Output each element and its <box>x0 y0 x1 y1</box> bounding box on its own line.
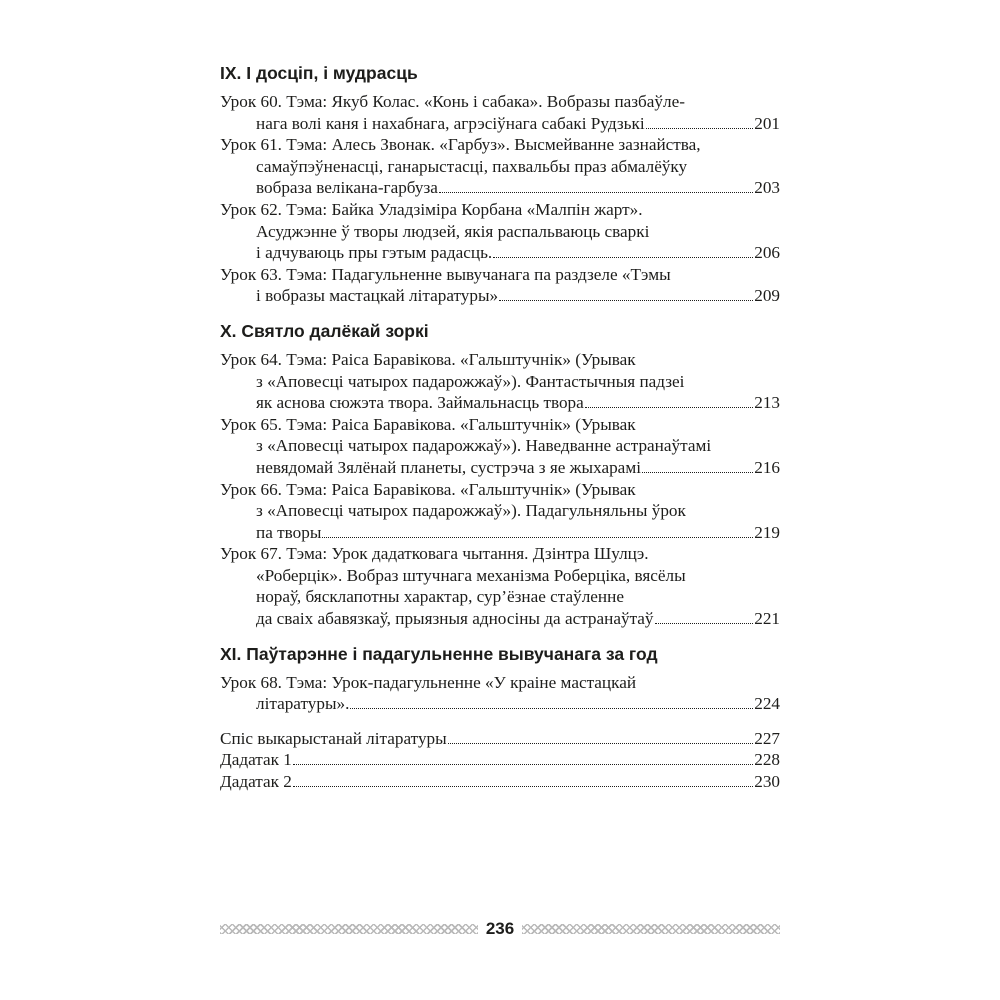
entry-line <box>220 749 780 771</box>
entry-line <box>220 199 780 221</box>
toc-entry <box>220 543 780 629</box>
entry-line <box>220 349 780 371</box>
entry-text: невядомай Зялёнай планеты, сустрэча з яе жыхарамі <box>256 457 641 477</box>
entry-text: літаратуры». <box>256 694 350 714</box>
entry-text: Урок 62. Тэма: Байка Уладзіміра Корбана «Малпін жарт». <box>220 199 643 219</box>
back-matter-entry <box>220 749 780 771</box>
entry-page-number: 221 <box>754 609 780 629</box>
entry-line <box>220 156 780 178</box>
ornament-band-right <box>522 924 780 934</box>
entry-text: да сваіх абавязкаў, прыязныя адносіны да астранаўтаў <box>256 609 654 629</box>
entry-line <box>220 91 780 113</box>
toc-entry <box>220 479 780 544</box>
entry-list <box>220 91 780 307</box>
entry-page-number: 224 <box>754 694 780 714</box>
toc-entry <box>220 414 780 479</box>
entry-line <box>220 522 780 544</box>
entry-line <box>220 285 780 307</box>
entry-line <box>220 565 780 587</box>
entry-text: «Роберцік». Вобраз штучнага механізма Роберціка, вясёлы <box>256 565 686 585</box>
entry-text: Дадатак 2 <box>220 772 292 792</box>
entry-text: Урок 65. Тэма: Раіса Баравікова. «Гальштучнік» (Урывак <box>220 414 636 434</box>
back-matter-entry <box>220 728 780 750</box>
toc-entry <box>220 349 780 414</box>
section-title: X. Святло далёкай зоркі <box>220 320 429 341</box>
entry-text: самаўпэўненасці, ганарыстасці, пахвальбы праз абмалёўку <box>256 156 688 176</box>
entry-text: і вобразы мастацкай літаратуры» <box>256 286 499 306</box>
entry-line <box>220 134 780 156</box>
entry-line <box>220 693 780 715</box>
dot-leader <box>493 257 753 258</box>
entry-text: Асуджэнне ў творы людзей, якія распальваюць сваркі <box>256 221 650 241</box>
dot-leader <box>642 472 753 473</box>
dot-leader <box>439 192 753 193</box>
entry-page-number: 216 <box>754 457 780 477</box>
toc-section <box>220 320 780 630</box>
ornament-band-left <box>220 924 478 934</box>
section-title: XI. Паўтарэнне і падагульненне вывучанага за год <box>220 643 658 664</box>
entry-line <box>220 113 780 135</box>
dot-leader <box>646 128 754 129</box>
entry-line <box>220 771 780 793</box>
entry-text: з «Аповесці чатырох падарожжаў»). Падагульняльны ўрок <box>256 501 686 521</box>
toc-section <box>220 643 780 715</box>
toc-sections <box>220 62 780 715</box>
entry-line <box>220 672 780 694</box>
dot-leader <box>499 300 753 301</box>
entry-text: вобраза велікана-гарбуза <box>256 178 438 198</box>
entry-text: Урок 61. Тэма: Алесь Звонак. «Гарбуз». Высмейванне зазнайства, <box>220 135 701 155</box>
dot-leader <box>585 407 753 408</box>
entry-text: як аснова сюжэта твора. Займальнасць твора <box>256 393 584 413</box>
entry-list <box>220 349 780 630</box>
entry-line <box>220 608 780 630</box>
entry-line <box>220 728 780 750</box>
entry-page-number: 230 <box>754 772 780 792</box>
entry-line <box>220 264 780 286</box>
entry-text: з «Аповесці чатырох падарожжаў»). Наведванне астранаўтамі <box>256 436 712 456</box>
dot-leader <box>293 764 753 765</box>
entry-line <box>220 392 780 414</box>
entry-text: Урок 63. Тэма: Падагульненне вывучанага па раздзеле «Тэмы <box>220 264 671 284</box>
entry-page-number: 219 <box>754 522 780 542</box>
entry-text: і адчуваюць пры гэтым радасць. <box>256 243 493 263</box>
entry-page-number: 201 <box>754 113 780 133</box>
entry-list <box>220 672 780 715</box>
entry-text: Урок 60. Тэма: Якуб Колас. «Конь і сабака». Вобразы пазбаўле- <box>220 92 685 111</box>
entry-page-number: 209 <box>754 286 780 306</box>
entry-text: Урок 64. Тэма: Раіса Баравікова. «Гальштучнік» (Урывак <box>220 349 636 369</box>
entry-page-number: 213 <box>754 393 780 413</box>
toc-entry <box>220 264 780 307</box>
entry-text: Урок 68. Тэма: Урок-падагульненне «У краіне мастацкай <box>220 672 637 692</box>
back-matter-entry <box>220 771 780 793</box>
entry-line <box>220 371 780 393</box>
entry-line <box>220 586 780 608</box>
entry-text: нага волі каня і нахабнага, агрэсіўнага сабакі Рудзькі <box>256 113 645 133</box>
entry-page-number: 206 <box>754 243 780 263</box>
entry-text: нораў, бясклапотны характар, сур’ёзнае стаўленне <box>256 587 624 607</box>
toc-entry <box>220 134 780 199</box>
section-title: IX. І досціп, і мудрасць <box>220 63 418 83</box>
page-number: 236 <box>485 919 515 938</box>
entry-line <box>220 435 780 457</box>
table-of-contents <box>220 62 780 793</box>
entry-line <box>220 479 780 501</box>
dot-leader <box>350 708 753 709</box>
entry-line <box>220 414 780 436</box>
entry-line <box>220 457 780 479</box>
dot-leader <box>448 743 754 744</box>
entry-text: Дадатак 1 <box>220 750 292 770</box>
toc-entry <box>220 199 780 264</box>
entry-page-number: 227 <box>754 728 780 748</box>
entry-line <box>220 221 780 243</box>
entry-line <box>220 500 780 522</box>
entry-page-number: 203 <box>754 178 780 198</box>
dot-leader <box>293 786 753 787</box>
dot-leader <box>655 623 754 624</box>
entry-line <box>220 242 780 264</box>
toc-section <box>220 62 780 307</box>
entry-page-number: 228 <box>754 750 780 770</box>
page-footer <box>220 918 780 940</box>
entry-text: з «Аповесці чатырох падарожжаў»). Фантастычныя падзеі <box>256 371 685 391</box>
entry-line <box>220 177 780 199</box>
entry-text: Урок 66. Тэма: Раіса Баравікова. «Гальштучнік» (Урывак <box>220 479 636 499</box>
entry-text: па творы <box>256 522 322 542</box>
dot-leader <box>322 537 753 538</box>
toc-back-matter <box>220 728 780 793</box>
entry-line <box>220 543 780 565</box>
entry-text: Урок 67. Тэма: Урок дадатковага чытання. Дзінтра Шулцэ. <box>220 544 649 564</box>
toc-entry <box>220 672 780 715</box>
entry-text: Спіс выкарыстанай літаратуры <box>220 728 447 748</box>
toc-entry <box>220 91 780 134</box>
